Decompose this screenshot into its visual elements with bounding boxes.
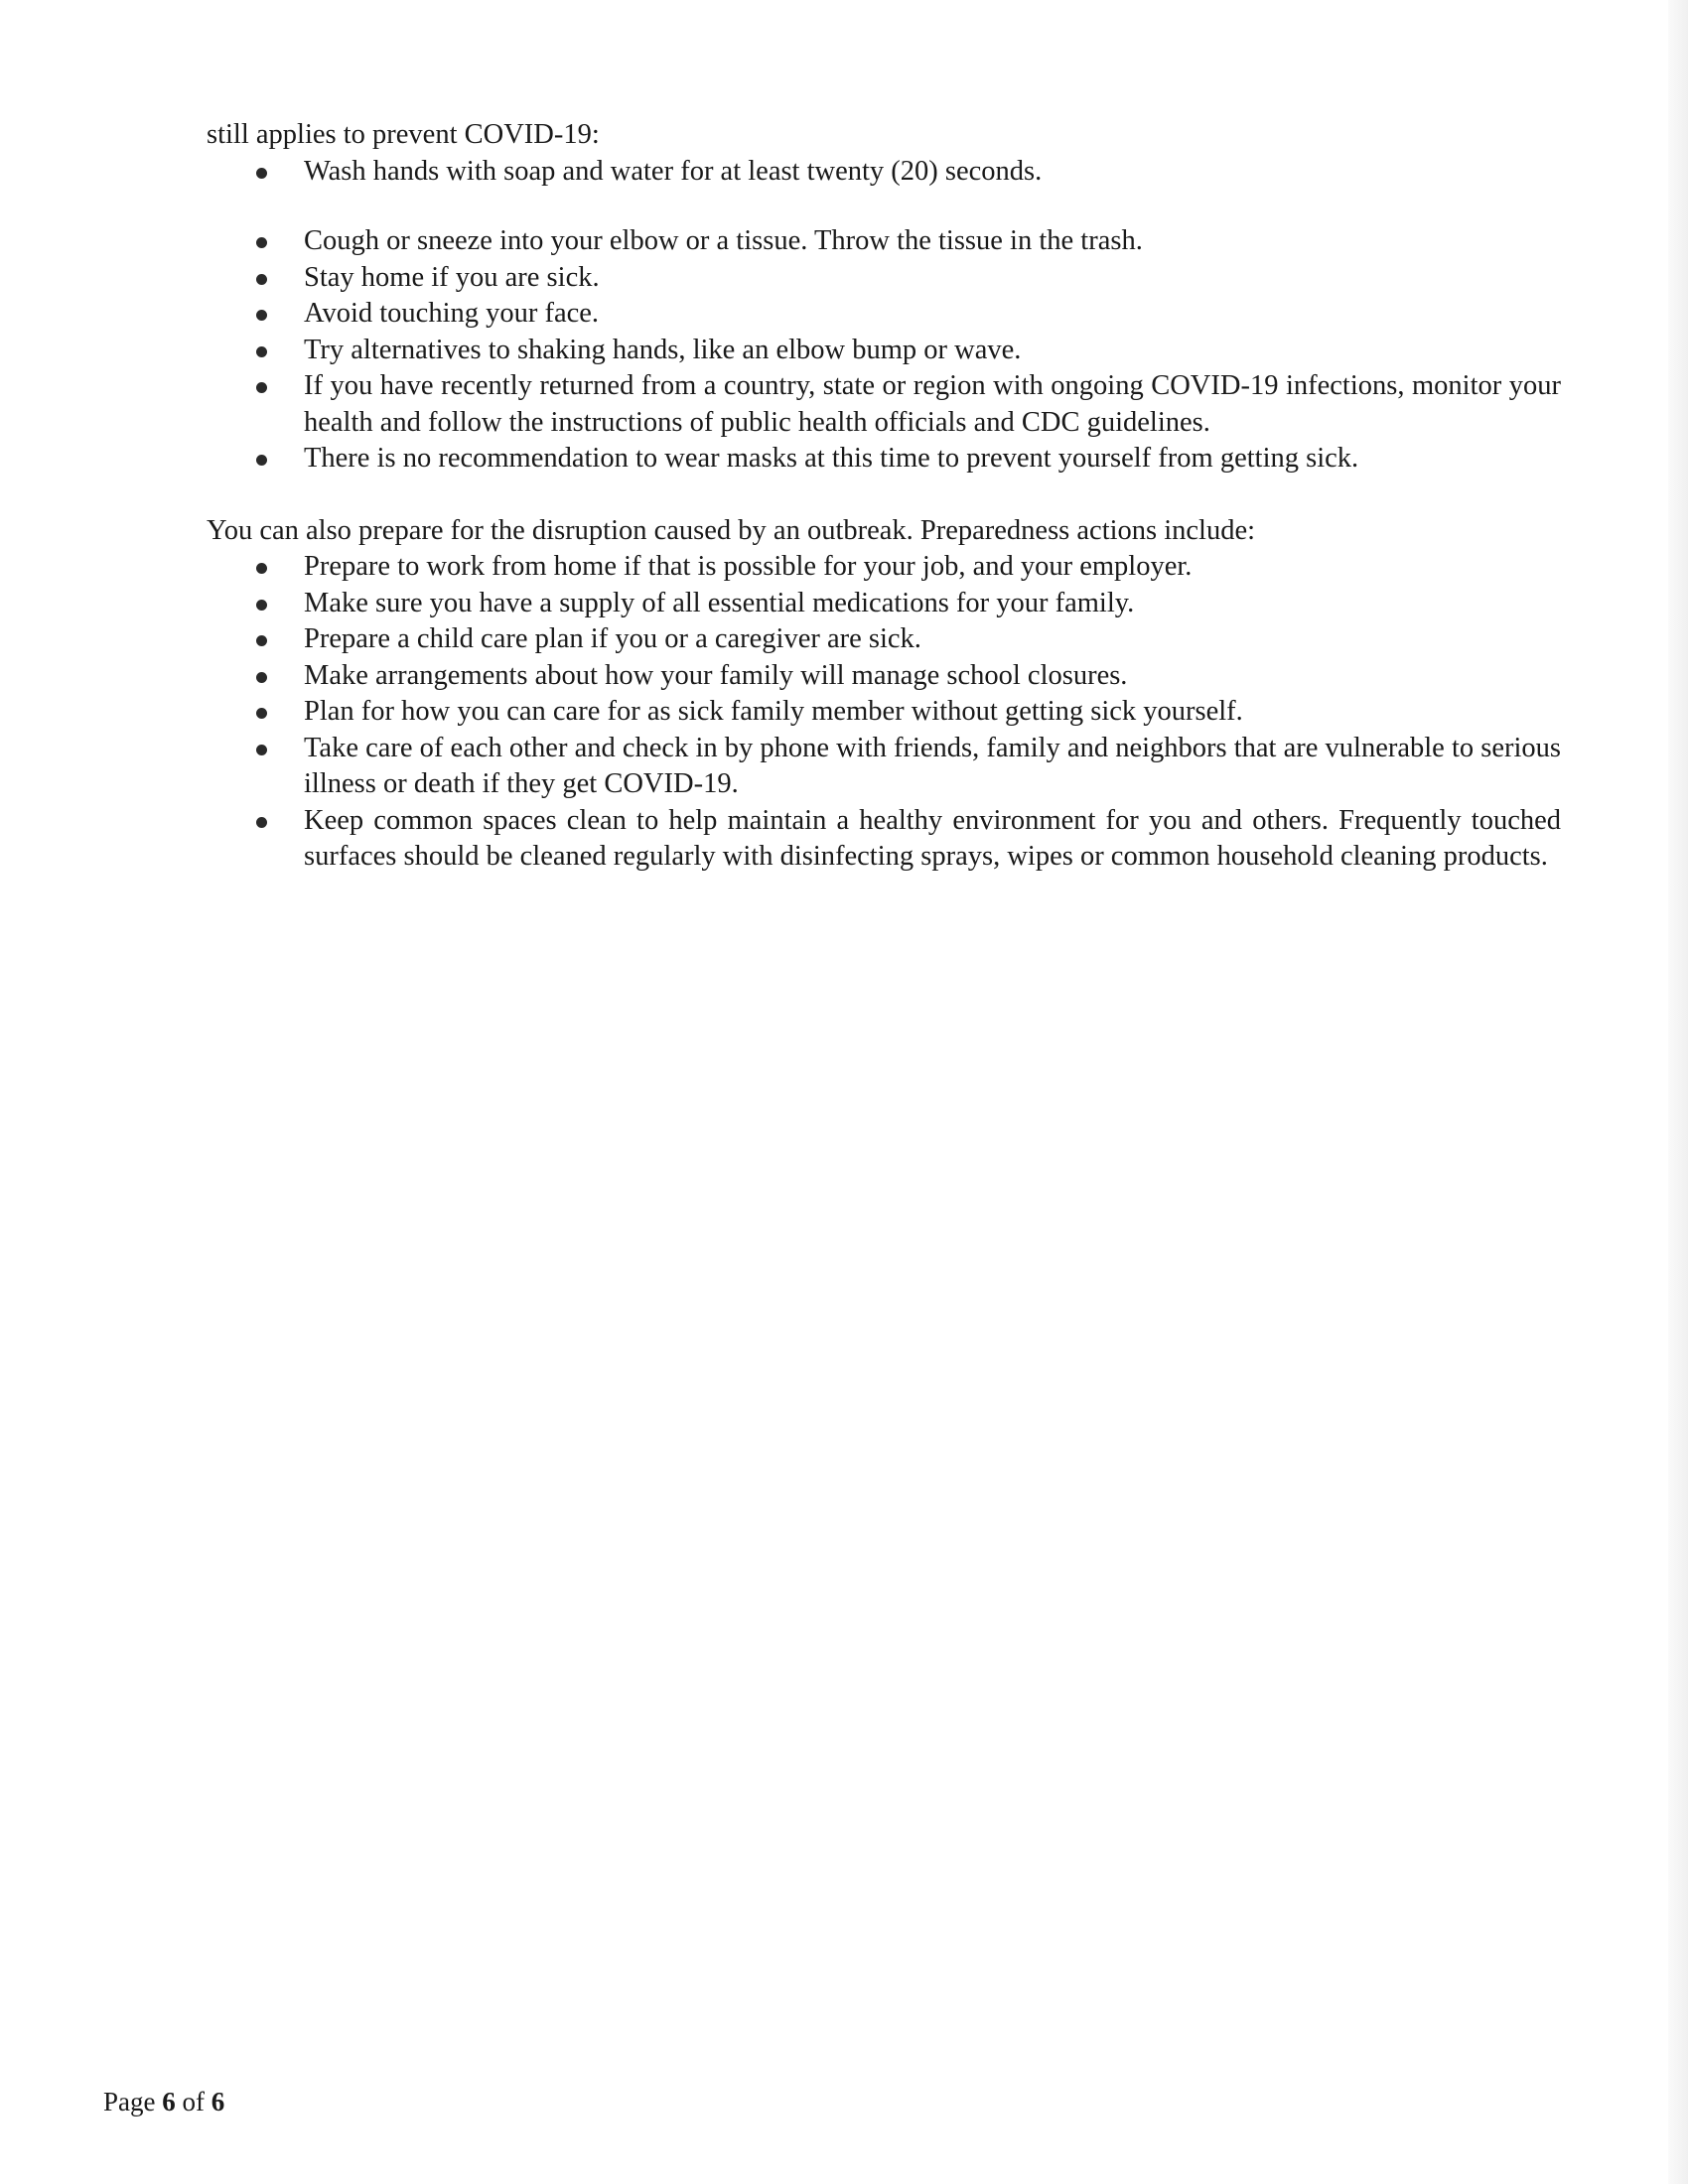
bullet-icon (256, 382, 267, 393)
list-item (304, 694, 1561, 731)
bullet-icon (256, 600, 267, 611)
scan-edge-shadow (1668, 0, 1688, 2184)
list-item (304, 154, 1561, 191)
hygiene-list-b (207, 223, 1561, 478)
bullet-icon (256, 708, 267, 719)
list-item-text: Prepare to work from home if that is possible for your job, and your employer. (304, 551, 1193, 582)
list-item-text: If you have recently returned from a country, state or region with ongoing COVID-19 infections, monitor your health and follow the instructions of public health officials and CDC guidelines. (304, 370, 1561, 438)
list-item-text: Make sure you have a supply of all essential medications for your family. (304, 587, 1135, 618)
list-item (304, 296, 1561, 333)
list-item (304, 803, 1561, 876)
section2-intro: You can also prepare for the disruption caused by an outbreak. Preparedness actions include: (207, 514, 1256, 546)
bullet-icon (256, 672, 267, 683)
preparedness-list (207, 549, 1561, 876)
list-item-text: Stay home if you are sick. (304, 261, 600, 293)
list-item (304, 223, 1561, 260)
bullet-icon (256, 455, 267, 466)
list-item-text: Cough or sneeze into your elbow or a tissue. Throw the tissue in the trash. (304, 225, 1143, 256)
list-item (304, 621, 1561, 658)
list-item-text: Plan for how you can care for as sick family member without getting sick yourself. (304, 696, 1243, 727)
list-item-text: Keep common spaces clean to help maintain a healthy environment for you and others. Frequently touched surfaces should be cleaned regularly with disinfecting sprays, wipes or common household cleaning products. (304, 804, 1561, 872)
list-item-text: Try alternatives to shaking hands, like an elbow bump or wave. (304, 334, 1022, 365)
bullet-icon (256, 745, 267, 755)
list-item (304, 731, 1561, 803)
bullet-icon (256, 817, 267, 828)
bullet-icon (256, 563, 267, 574)
list-item-text: Avoid touching your face. (304, 298, 600, 329)
bullet-icon (256, 237, 267, 248)
current-page: 6 (162, 2087, 176, 2116)
list-item (304, 441, 1561, 478)
bullet-icon (256, 346, 267, 357)
spacer (207, 478, 1561, 513)
page-of: of (182, 2087, 205, 2116)
bullet-icon (256, 310, 267, 321)
bullet-icon (256, 274, 267, 285)
list-item-text: Make arrangements about how your family will manage school closures. (304, 659, 1128, 691)
list-item-text: Prepare a child care plan if you or a caregiver are sick. (304, 623, 921, 654)
bullet-icon (256, 635, 267, 646)
list-item-text: Wash hands with soap and water for at least twenty (20) seconds. (304, 155, 1043, 187)
list-item-text: Take care of each other and check in by phone with friends, family and neighbors that are vulnerable to serious illness or death if they get COVID-19. (304, 732, 1561, 799)
page-body (207, 117, 1561, 876)
list-item (304, 586, 1561, 622)
page-label: Page (103, 2087, 156, 2116)
list-item (304, 333, 1561, 369)
bullet-icon (256, 168, 267, 179)
section1-intro: still applies to prevent COVID-19: (207, 119, 600, 150)
total-pages: 6 (211, 2087, 225, 2116)
list-item (304, 658, 1561, 695)
list-item (304, 368, 1561, 441)
list-item (304, 549, 1561, 586)
page-number (103, 2085, 224, 2118)
list-item (304, 260, 1561, 297)
list-item-text: There is no recommendation to wear masks at this time to prevent yourself from getting sick. (304, 443, 1359, 474)
spacer (207, 190, 1561, 223)
hygiene-list-a (207, 154, 1561, 191)
